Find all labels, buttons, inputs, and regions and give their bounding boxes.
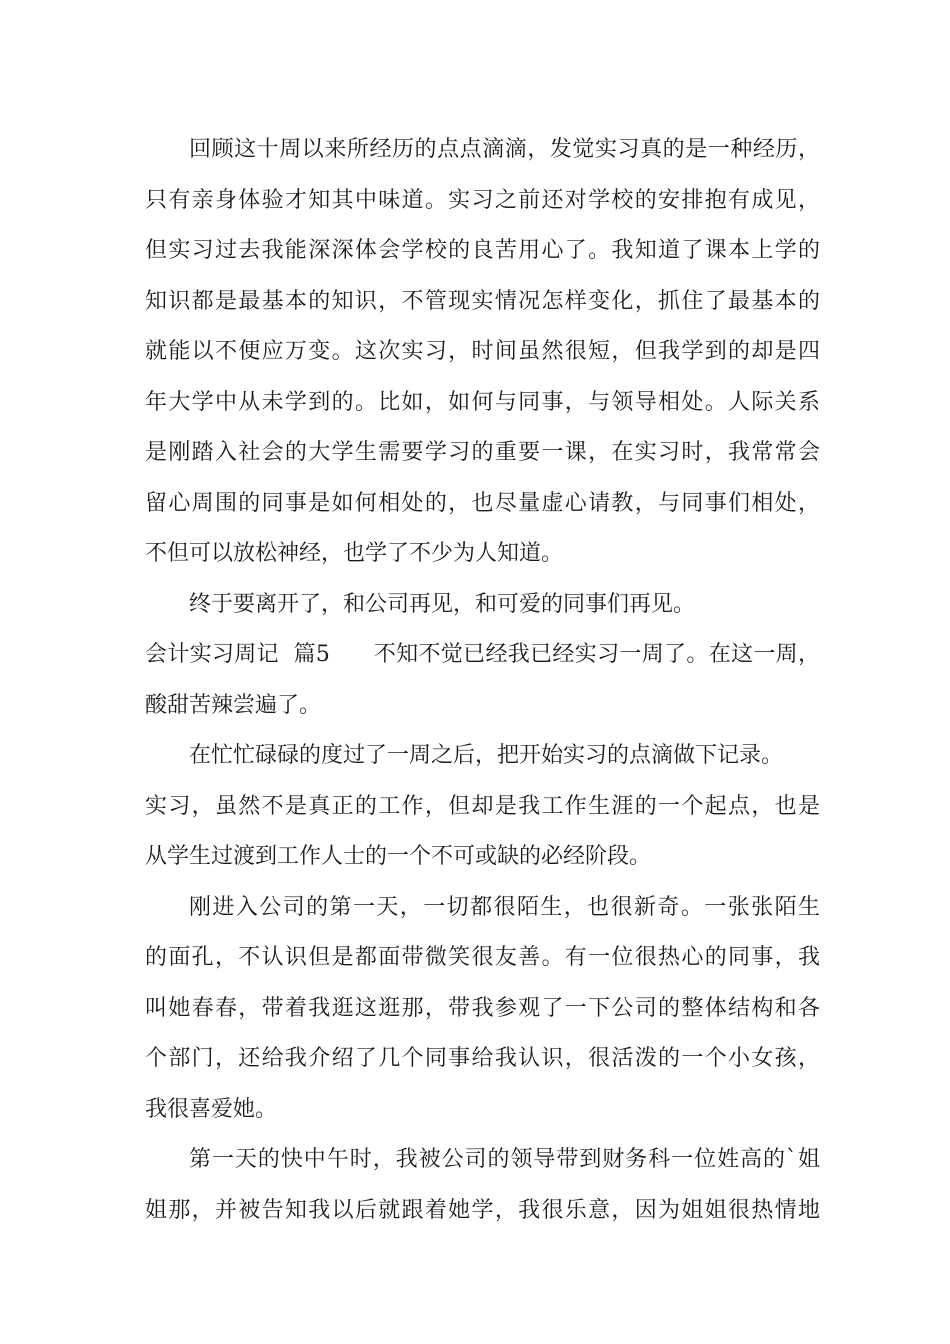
paragraph-line: 个部门，还给我介绍了几个同事给我认识，很活泼的一个小女孩， bbox=[145, 1046, 820, 1071]
paragraph-line: 留心周围的同事是如何相处的，也尽量虚心请教，与同事们相处， bbox=[145, 490, 820, 516]
paragraph-line: 从学生过渡到工作人士的一个不可或缺的必经阶段。 bbox=[145, 844, 652, 869]
paragraph-line: 的面孔，不认识但是都面带微笑很友善。有一位很热心的同事，我 bbox=[145, 945, 820, 970]
paragraph-line: 只有亲身体验才知其中味道。实习之前还对学校的安排抱有成见， bbox=[145, 187, 820, 213]
section-heading-line: 会计实习周记 篇5 不知不觉已经我已经实习一周了。在这一周， bbox=[145, 642, 820, 667]
paragraph-line: 第一天的快中午时，我被公司的领导带到财务科一位姓高的`姐 bbox=[189, 1147, 820, 1172]
paragraph-line: 年大学中从未学到的。比如，如何与同事，与领导相处。人际关系 bbox=[145, 389, 820, 415]
paragraph-line: 回顾这十周以来所经历的点点滴滴，发觉实习真的是一种经历， bbox=[189, 137, 820, 162]
paragraph-line: 叫她春春，带着我逛这逛那，带我参观了一下公司的整体结构和各 bbox=[145, 995, 820, 1021]
paragraph-line: 姐那，并被告知我以后就跟着她学，我很乐意，因为姐姐很热情地 bbox=[145, 1197, 820, 1223]
paragraph-line: 在忙忙碌碌的度过了一周之后，把开始实习的点滴做下记录。 bbox=[189, 743, 784, 768]
paragraph-line: 我很喜爱她。 bbox=[145, 1096, 278, 1122]
paragraph-line: 酸甜苦辣尝遍了。 bbox=[145, 692, 322, 718]
paragraph-line: 知识都是最基本的知识，不管现实情况怎样变化，抓住了最基本的 bbox=[145, 288, 820, 314]
document-body bbox=[145, 125, 820, 1236]
paragraph-line: 实习，虽然不是真正的工作，但却是我工作生涯的一个起点，也是 bbox=[145, 793, 820, 819]
paragraph-line: 是刚踏入社会的大学生需要学习的重要一课，在实习时，我常常会 bbox=[145, 440, 820, 465]
paragraph-line: 就能以不便应万变。这次实习，时间虽然很短，但我学到的却是四 bbox=[145, 339, 820, 364]
paragraph-line: 终于要离开了，和公司再见，和可爱的同事们再见。 bbox=[189, 591, 696, 617]
paragraph-line: 但实习过去我能深深体会学校的良苦用心了。我知道了课本上学的 bbox=[145, 238, 820, 263]
paragraph-line: 不但可以放松神经，也学了不少为人知道。 bbox=[145, 541, 564, 566]
paragraph-line: 刚进入公司的第一天，一切都很陌生，也很新奇。一张张陌生 bbox=[189, 894, 820, 920]
